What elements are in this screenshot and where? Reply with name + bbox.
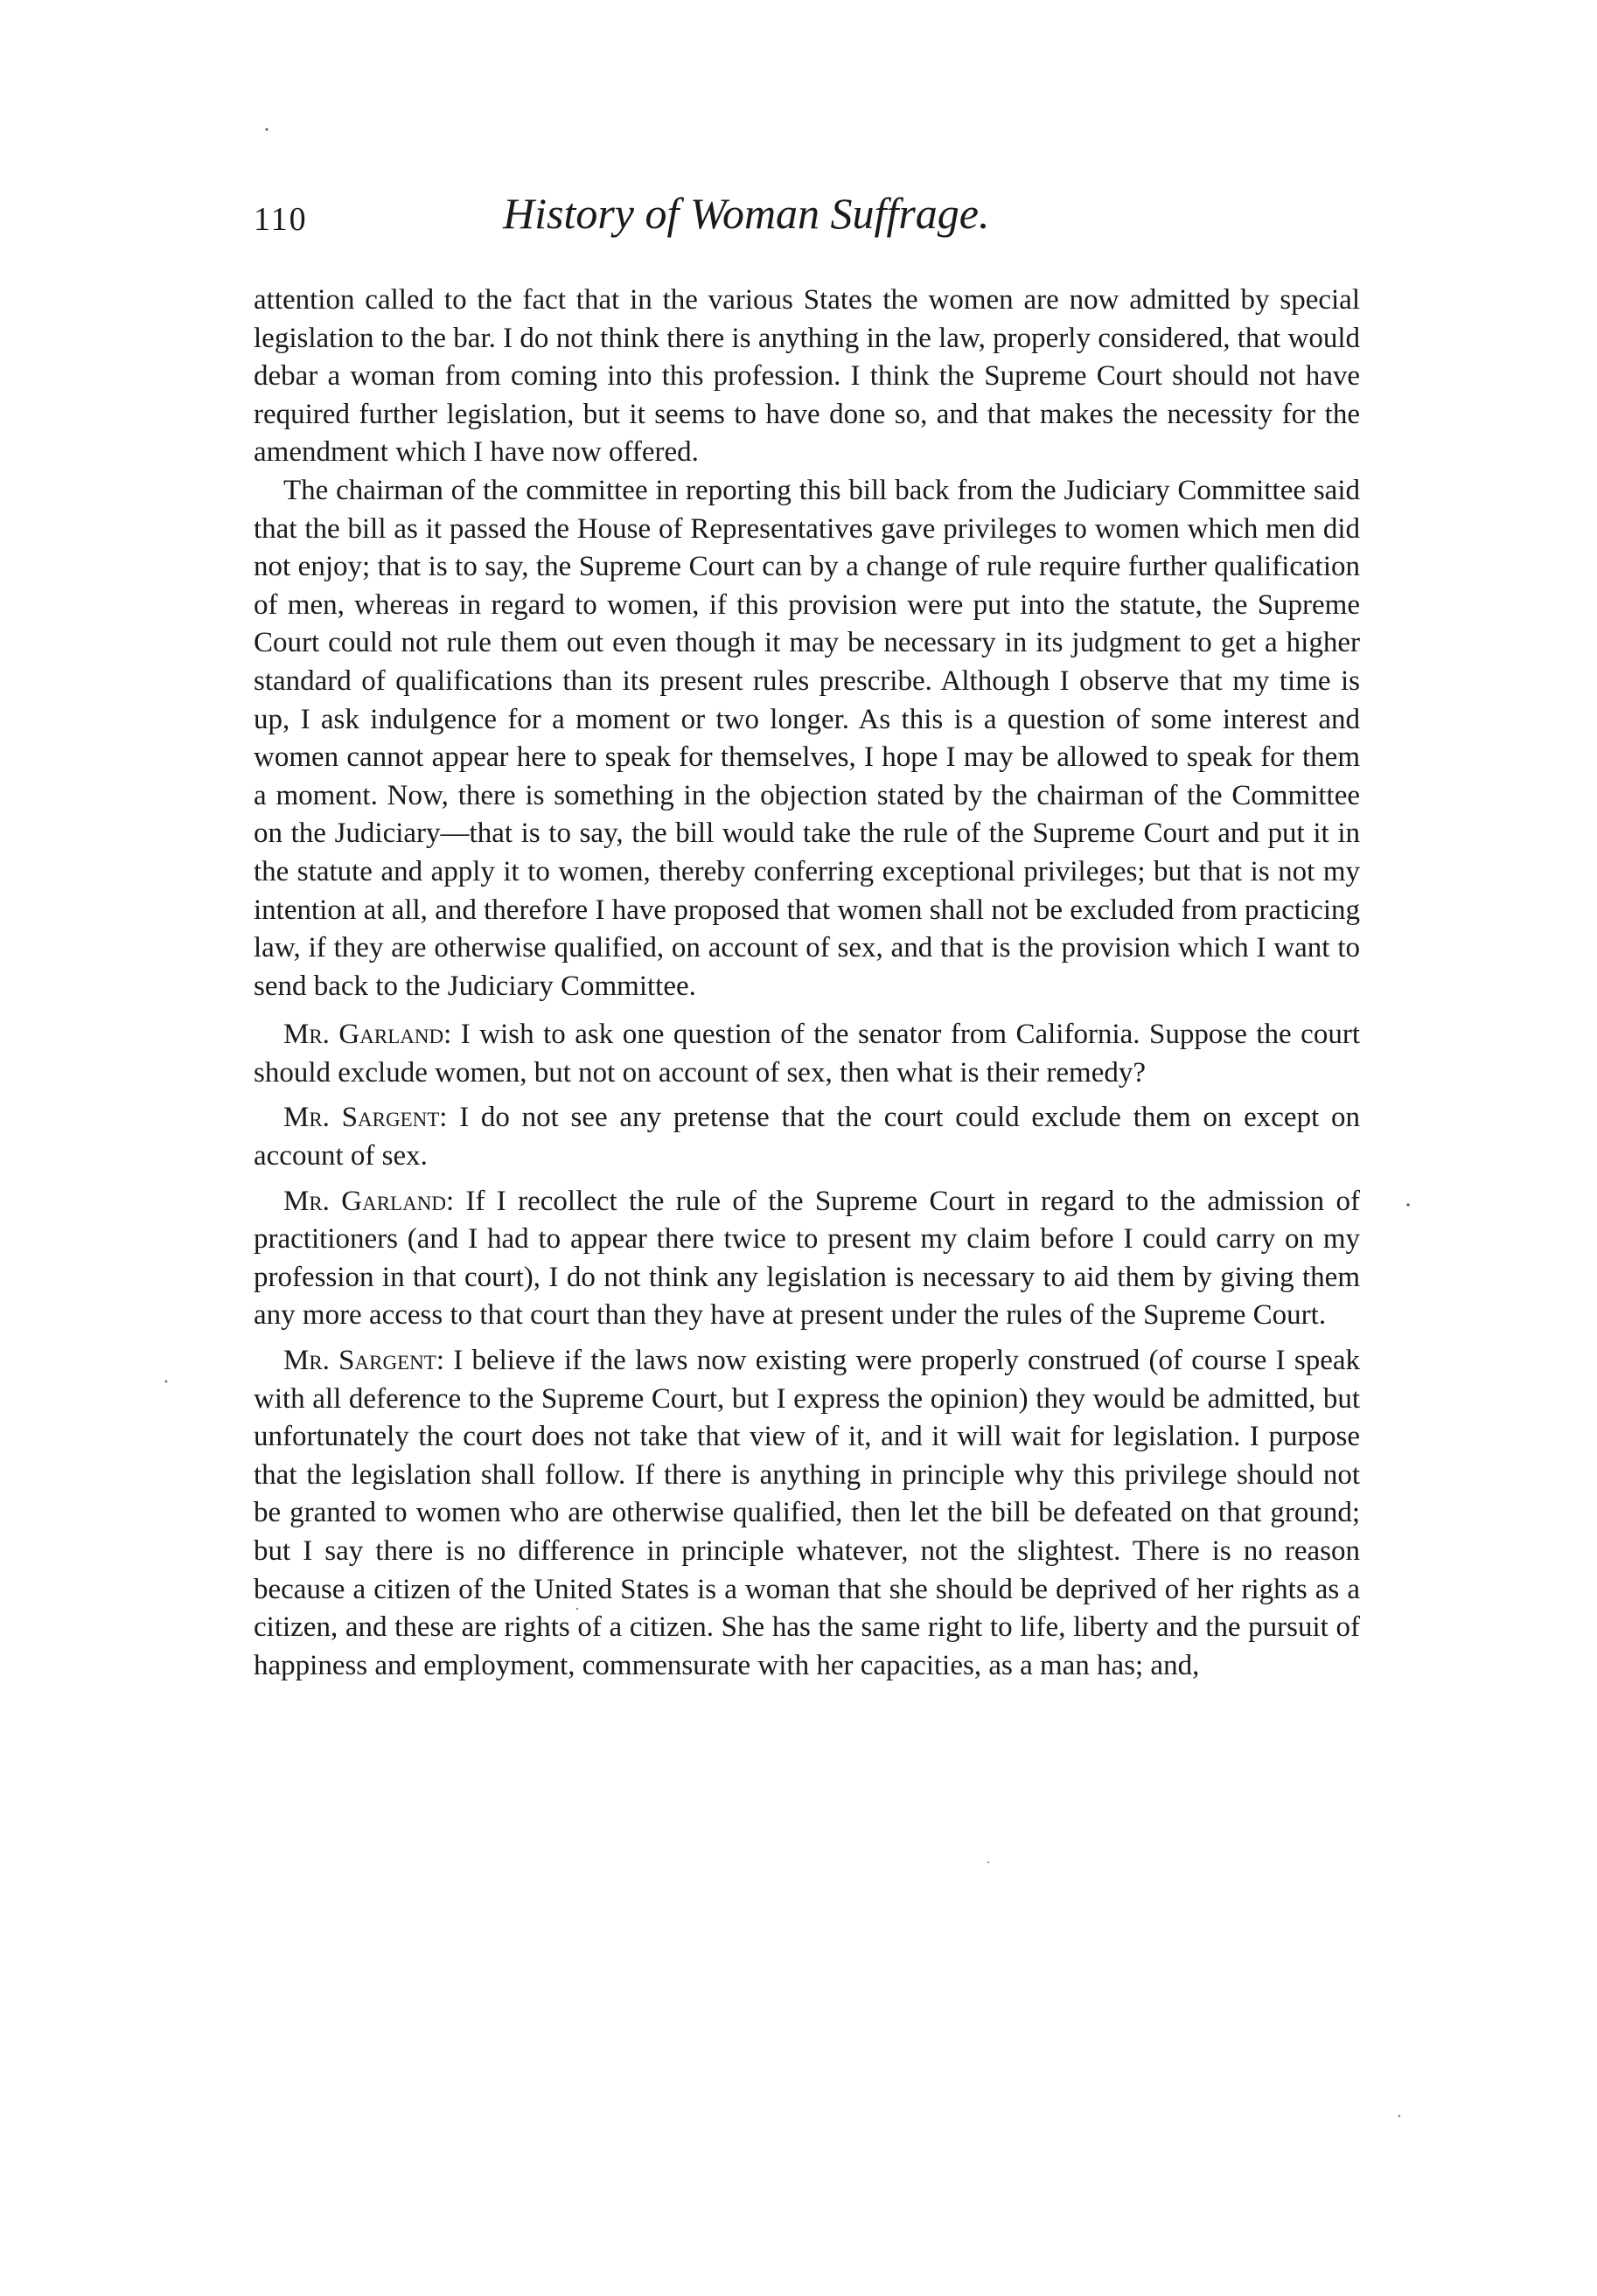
page-number: 110 — [254, 201, 308, 238]
speech-text: : I wish to ask one question of the senator from California. Suppose the court should exclude women, but not on account of sex, then what is their remedy? — [254, 1019, 1360, 1089]
body-text — [254, 282, 1360, 1685]
speck — [266, 129, 268, 131]
paragraph-chairman-remarks: The chairman of the committee in reporting this bill back from the Judiciary Committee said that the bill as it passed the House of Representatives gave privileges to women which men did not enjoy; that is to say, the Supreme Court can by a change of rule require further qualification of men, whereas in regard to women, if this provision were put into the statute, the Supreme Court could not rule them out even though it may be necessary in its judgment to get a higher standard of qualifications than its present rules prescribe. Although I observe that my time is up, I ask indulgence for a moment or two longer. As this is a question of some interest and women cannot appear here to speak for themselves, I hope I may be allowed to speak for them a moment. Now, there is something in the objection stated by the chairman of the Committee on the Judiciary—that is to say, the bill would take the rule of the Supreme Court and put it in the statute and apply it to women, thereby conferring exceptional privileges; but that is not my intention at all, and therefore I have proposed that women shall not be excluded from practicing law, if they are otherwise qualified, on account of sex, and that is the provision which I want to send back to the Judiciary Committee. — [254, 474, 1360, 1002]
speech-text: : I do not see any pretense that the court could exclude them on except on account of sex. — [254, 1102, 1360, 1172]
page-header — [254, 188, 1360, 249]
paragraph-garland-question — [254, 1016, 1360, 1092]
speech-text: : I believe if the laws now existing were properly construed (of course I speak with all deference to the Supreme Court, but I express the opinion) they would be admitted, but unfortunately the court does not take that view of it, and it will wait for legislation. I purpose that the legislation shall follow. If there is anything in principle why this privilege should not be granted to women who are otherwise qualified, then let the bill be defeated on that ground; but I say there is no difference in principle whatever, not the slightest. There is no reason because a citizen of the United States is a woman that she should be deprived of her rights as a citizen, and these are rights of a citizen. She has the same right to life, liberty and the pursuit of happiness and employment, commensurate with her capacities, as a man has; and, — [254, 1345, 1360, 1681]
speech-text: : If I recollect the rule of the Supreme Court in regard to the admission of practitioners (and I had to appear there twice to present my claim before I could carry on my profession in that court), I do not think any legislation is necessary to aid them by giving them any more access to that court than they have at present under the rules of the Supreme Court. — [254, 1185, 1360, 1332]
paragraph-sargent-belief — [254, 1342, 1360, 1685]
speaker-name: Mr. Sargent — [283, 1102, 440, 1134]
speck — [1398, 2115, 1400, 2117]
paragraph-continued: attention called to the fact that in the various States the women are now admitted by special legislation to the bar. I do not think there is anything in the law, properly considered, that would debar a woman from coming into this profession. I think the Supreme Court should not have required further legislation, but it seems to have done so, and that makes the necessity for the amendment which I have now offered. — [254, 284, 1360, 469]
speck — [987, 1861, 989, 1863]
paragraph-sargent-reply — [254, 1099, 1360, 1175]
speaker-name: Mr. Garland — [283, 1185, 446, 1217]
running-title: History of Woman Suffrage. — [503, 189, 990, 238]
speck — [1406, 1203, 1409, 1206]
speck — [165, 1381, 168, 1383]
paragraph-garland-rule — [254, 1183, 1360, 1335]
speaker-name: Mr. Sargent — [283, 1345, 436, 1377]
speaker-name: Mr. Garland — [283, 1019, 444, 1051]
